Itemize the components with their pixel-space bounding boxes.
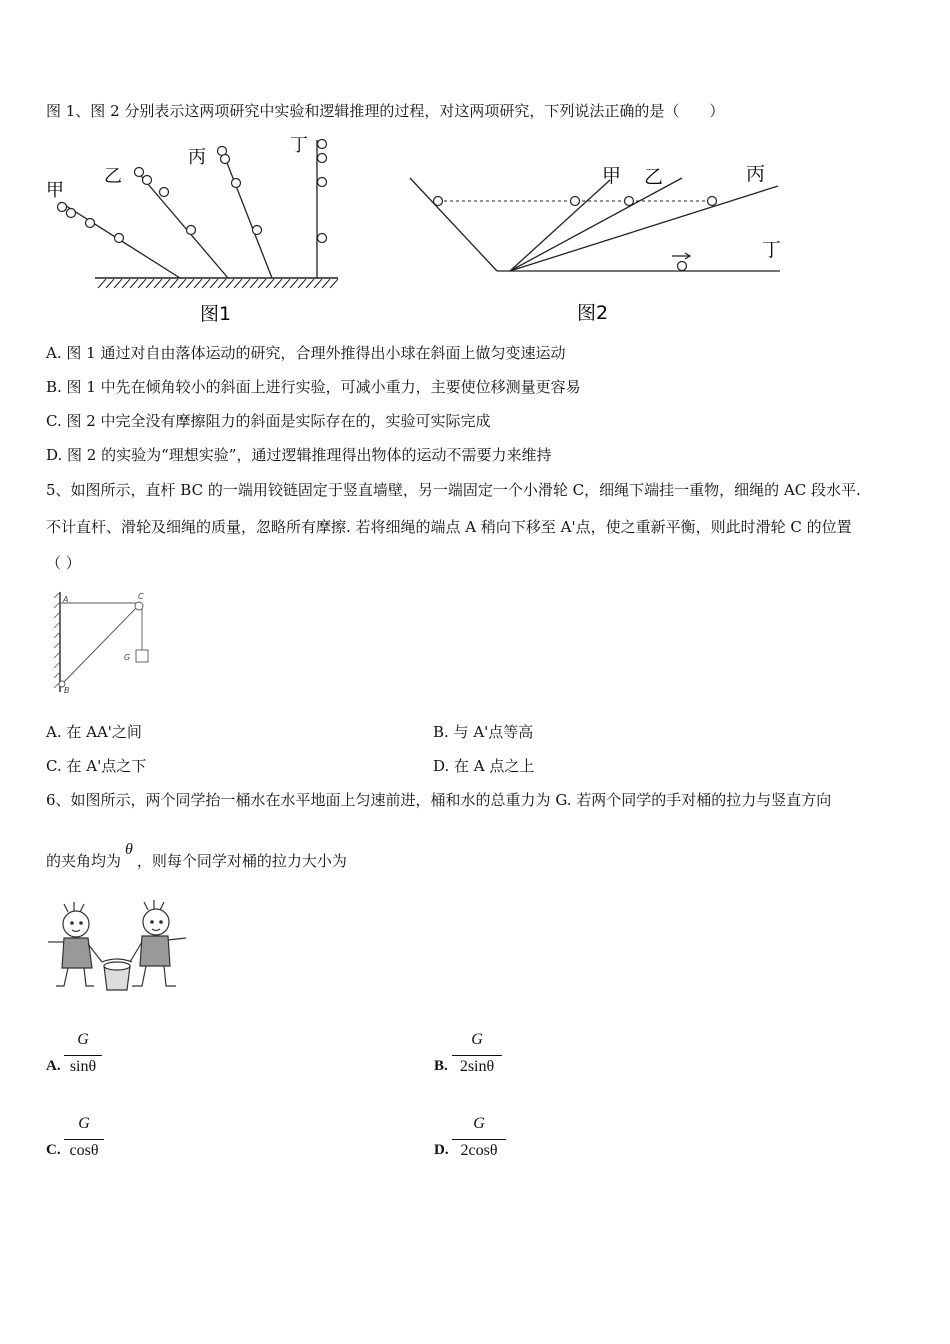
fig1-label-ding: 丁 <box>290 135 308 156</box>
incline-yi <box>136 170 228 278</box>
q6-option-b-fraction[interactable] <box>452 1031 502 1081</box>
fig1-label-bing: 丙 <box>188 147 206 168</box>
q6-stem-line2-pre: 的夹角均为 <box>46 852 122 870</box>
q6-stem-line1: 6、如图所示，两个同学抬一桶水在水平地面上匀速前进，桶和水的总重力为 G. 若两个同学的手对桶的拉力与竖直方向 <box>46 791 832 809</box>
figure-2 <box>400 150 800 330</box>
theta-symbol: θ <box>125 841 133 858</box>
q6-stem-line2-post: ，则每个同学对桶的拉力大小为 <box>136 852 347 870</box>
q5-option-c[interactable]: C. 在 A'点之下 <box>46 757 147 775</box>
q5-option-d[interactable]: D. 在 A 点之上 <box>433 757 535 775</box>
q5-fig-label-c: C <box>138 592 144 601</box>
q6-option-b-den: 2sinθ <box>459 1058 495 1075</box>
q6-option-b-letter[interactable]: B. <box>434 1058 448 1074</box>
q4-stem: 图 1、图 2 分别表示这两项研究中实验和逻辑推理的过程，对这两项研究，下列说法正确的是（ ） <box>46 102 725 120</box>
q4-option-d[interactable]: D. 图 2 的实验为“理想实验”，通过逻辑推理得出物体的运动不需要力来维持 <box>46 446 552 464</box>
q6-option-a-num: G <box>77 1031 89 1048</box>
fig1-caption: 图1 <box>200 303 232 325</box>
q6-option-d-num: G <box>473 1115 485 1132</box>
fraction-bar <box>64 1139 104 1140</box>
q6-option-a-den: sinθ <box>69 1058 97 1075</box>
q5-fig-label-g: G <box>124 653 131 662</box>
fig2-label-yi: 乙 <box>644 166 664 188</box>
q5-stem-line3: （ ） <box>46 554 81 572</box>
fraction-bar <box>452 1055 502 1056</box>
q6-figure <box>44 898 194 998</box>
q5-option-b[interactable]: B. 与 A'点等高 <box>433 723 534 741</box>
fig2-label-bing: 丙 <box>746 163 766 185</box>
q5-figure <box>50 588 160 696</box>
fig1-label-jia: 甲 <box>46 180 64 201</box>
fraction-bar <box>64 1055 102 1056</box>
q6-option-c-letter[interactable]: C. <box>46 1142 61 1158</box>
q6-option-a-letter[interactable]: A. <box>46 1058 61 1074</box>
q6-option-b-num: G <box>471 1031 483 1048</box>
q5-stem-line1: 5、如图所示，直杆 BC 的一端用铰链固定于竖直墙壁，另一端固定一个小滑轮 C，细绳下端挂一重物，细绳的 AC 段水平. <box>46 481 861 499</box>
q4-option-a[interactable]: A. 图 1 通过对自由落体运动的研究，合理外推得出小球在斜面上做匀变速运动 <box>46 344 566 362</box>
q5-option-a[interactable]: A. 在 AA'之间 <box>46 723 142 741</box>
q6-option-d-letter[interactable]: D. <box>434 1142 449 1158</box>
q6-option-c-den: cosθ <box>69 1142 99 1159</box>
incline-bing <box>222 150 272 278</box>
figure-1 <box>40 130 360 330</box>
fig2-label-ding: 丁 <box>762 239 782 261</box>
q6-option-c-num: G <box>78 1115 90 1132</box>
fig2-label-jia: 甲 <box>602 165 622 187</box>
q6-option-a-fraction[interactable] <box>64 1031 102 1081</box>
q4-option-c[interactable]: C. 图 2 中完全没有摩擦阻力的斜面是实际存在的，实验可实际完成 <box>46 412 491 430</box>
q6-option-d-den: 2cosθ <box>460 1142 498 1159</box>
q5-stem-line2: 不计直杆、滑轮及细绳的质量，忽略所有摩擦. 若将细绳的端点 A 稍向下移至 A'点，使之重新平衡，则此时滑轮 C 的位置 <box>46 518 852 536</box>
fig2-caption: 图2 <box>577 302 609 324</box>
q6-option-d-fraction[interactable] <box>452 1115 506 1165</box>
q6-option-c-fraction[interactable] <box>64 1115 104 1165</box>
q5-fig-label-a: A <box>63 595 69 604</box>
fig1-label-yi: 乙 <box>104 166 122 187</box>
q5-fig-label-b: B <box>64 686 70 695</box>
fraction-bar <box>452 1139 506 1140</box>
q4-option-b[interactable]: B. 图 1 中先在倾角较小的斜面上进行实验，可减小重力，主要使位移测量更容易 <box>46 378 581 396</box>
q6-stem-line2 <box>46 841 347 872</box>
